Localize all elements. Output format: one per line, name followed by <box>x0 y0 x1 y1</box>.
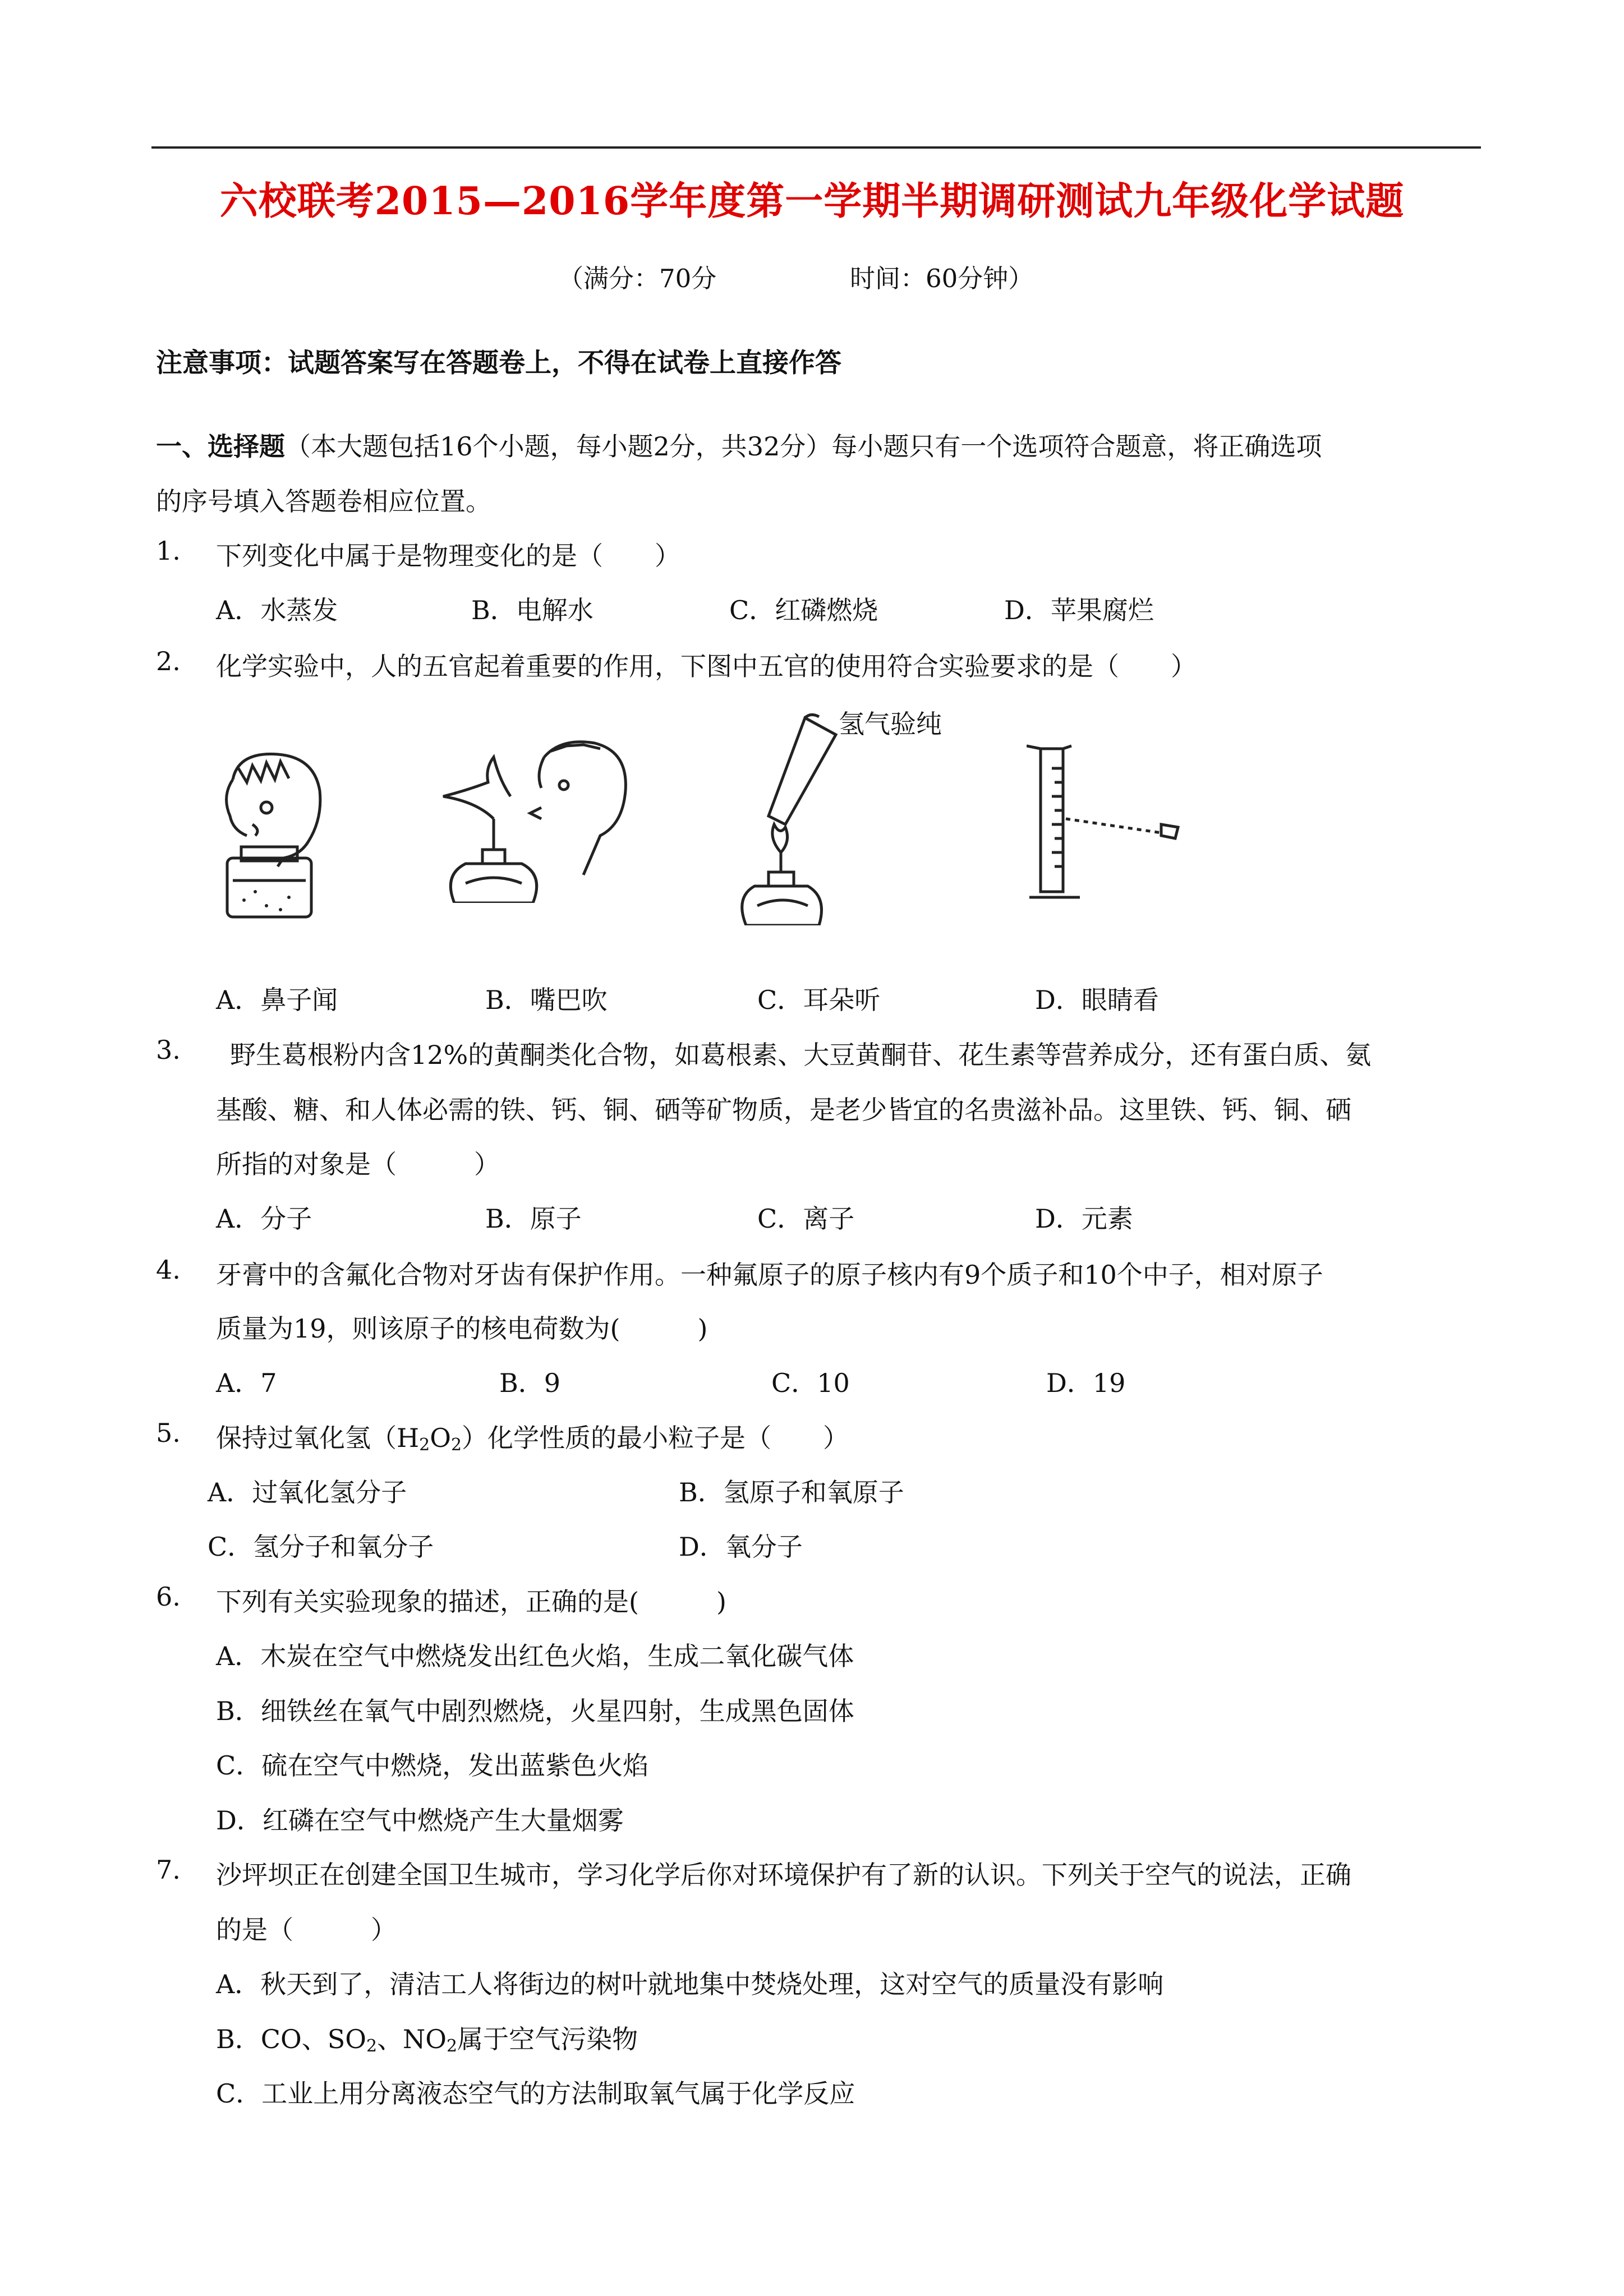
q1-option-a: A．水蒸发 <box>216 595 338 625</box>
q2-stem: 化学实验中，人的五官起着重要的作用，下图中五官的使用符合实验要求的是（ ） <box>216 651 1197 681</box>
q3-line2: 基酸、糖、和人体必需的铁、钙、铜、硒等矿物质，是老少皆宜的名贵滋补品。这里铁、钙、铜、硒 <box>216 1095 1351 1125</box>
q5-option-a: A．过氧化氢分子 <box>208 1477 407 1507</box>
q7-option-b: B．CO、$SO_2$、$NO_2$属于空气污染物 <box>216 2024 638 2056</box>
q4-line1: 牙膏中的含氟化合物对牙齿有保护作用。一种氟原子的原子核内有9个质子和10个中子，相对原子 <box>216 1260 1323 1290</box>
section-heading: 一、选择题 <box>156 431 285 462</box>
q3-option-b: B．原子 <box>485 1204 582 1234</box>
full-score: （满分：70分 <box>558 264 717 293</box>
notice: 注意事项：试题答案写在答题卷上，不得在试卷上直接作答 <box>156 348 841 379</box>
q5-option-d: D．氧分子 <box>679 1532 803 1562</box>
q3-option-d: D．元素 <box>1035 1204 1133 1234</box>
section-intro-text: （本大题包括16个小题，每小题2分，共32分）每小题只有一个选项符合题意，将正确选项 <box>285 431 1322 462</box>
q7-line2: 的是（ ） <box>216 1915 397 1945</box>
time-limit: 时间：60分钟） <box>850 264 1034 293</box>
q1-option-c: C．红磷燃烧 <box>729 595 878 625</box>
section-intro <box>156 426 1322 463</box>
q4-option-d: D．19 <box>1046 1368 1126 1398</box>
q2-figure-label: 氢气验纯 <box>839 709 942 739</box>
q2-option-b: B．嘴巴吹 <box>485 985 608 1015</box>
q5-option-c: C．氢分子和氧分子 <box>208 1532 434 1562</box>
q6-stem: 下列有关实验现象的描述，正确的是( ) <box>216 1587 726 1617</box>
q7-option-c: C．工业上用分离液态空气的方法制取氧气属于化学反应 <box>216 2078 855 2109</box>
q4-option-b: B．9 <box>499 1368 561 1398</box>
q6-option-a: A．木炭在空气中燃烧发出红色火焰，生成二氧化碳气体 <box>216 1641 854 1671</box>
q4-option-a: A．7 <box>216 1368 277 1398</box>
q4-line2: 质量为19，则该原子的核电荷数为( ) <box>216 1313 708 1344</box>
q7-line1: 沙坪坝正在创建全国卫生城市，学习化学后你对环境保护有了新的认识。下列关于空气的说法，正确 <box>216 1860 1351 1890</box>
q6-number: 6. <box>156 1582 181 1612</box>
section-intro-line2: 的序号填入答题卷相应位置。 <box>156 486 491 517</box>
q2-number: 2. <box>156 646 181 676</box>
q5-stem: 保持过氧化氢$(H_2O_2)$化学性质的最小粒子是（ ） <box>216 1423 849 1455</box>
q4-number: 4. <box>156 1255 181 1285</box>
header-rule <box>151 146 1481 149</box>
q2-option-c: C．耳朵听 <box>757 985 881 1015</box>
figure-mouth-blow <box>432 735 645 903</box>
q3-line1: 野生葛根粉内含12%的黄酮类化合物，如葛根素、大豆黄酮苷、花生素等营养成分，还有蛋白质、氨 <box>230 1040 1372 1070</box>
q6-option-c: C．硫在空气中燃烧，发出蓝紫色火焰 <box>216 1750 649 1781</box>
exam-title: 六校联考2015—2016学年度第一学期半期调研测试九年级化学试题 <box>219 179 1405 224</box>
q1-option-d: D．苹果腐烂 <box>1004 595 1154 625</box>
figure-eye-read <box>1027 735 1212 903</box>
q7-option-a: A．秋天到了，清洁工人将街边的树叶就地集中焚烧处理，这对空气的质量没有影响 <box>216 1969 1164 1999</box>
figure-nose-smell <box>199 746 345 920</box>
q2-option-d: D．眼睛看 <box>1035 985 1159 1015</box>
q3-line3: 所指的对象是（ ） <box>216 1149 500 1179</box>
q1-number: 1. <box>156 536 181 566</box>
q3-number: 3. <box>156 1035 181 1065</box>
q3-option-c: C．离子 <box>757 1204 855 1234</box>
q5-option-b: B．氢原子和氧原子 <box>679 1477 904 1507</box>
q3-option-a: A．分子 <box>216 1204 312 1234</box>
q1-stem: 下列变化中属于是物理变化的是（ ） <box>216 541 680 571</box>
q5-number: 5. <box>156 1418 181 1448</box>
q6-option-d: D．红磷在空气中燃烧产生大量烟雾 <box>216 1805 624 1836</box>
q1-option-b: B．电解水 <box>471 595 594 625</box>
q2-option-a: A．鼻子闻 <box>216 985 338 1015</box>
q4-option-c: C．10 <box>771 1368 850 1398</box>
q6-option-b: B．细铁丝在氧气中剧烈燃烧，火星四射，生成黑色固体 <box>216 1696 854 1726</box>
q7-number: 7. <box>156 1855 181 1885</box>
figure-ear-listen <box>724 712 858 925</box>
